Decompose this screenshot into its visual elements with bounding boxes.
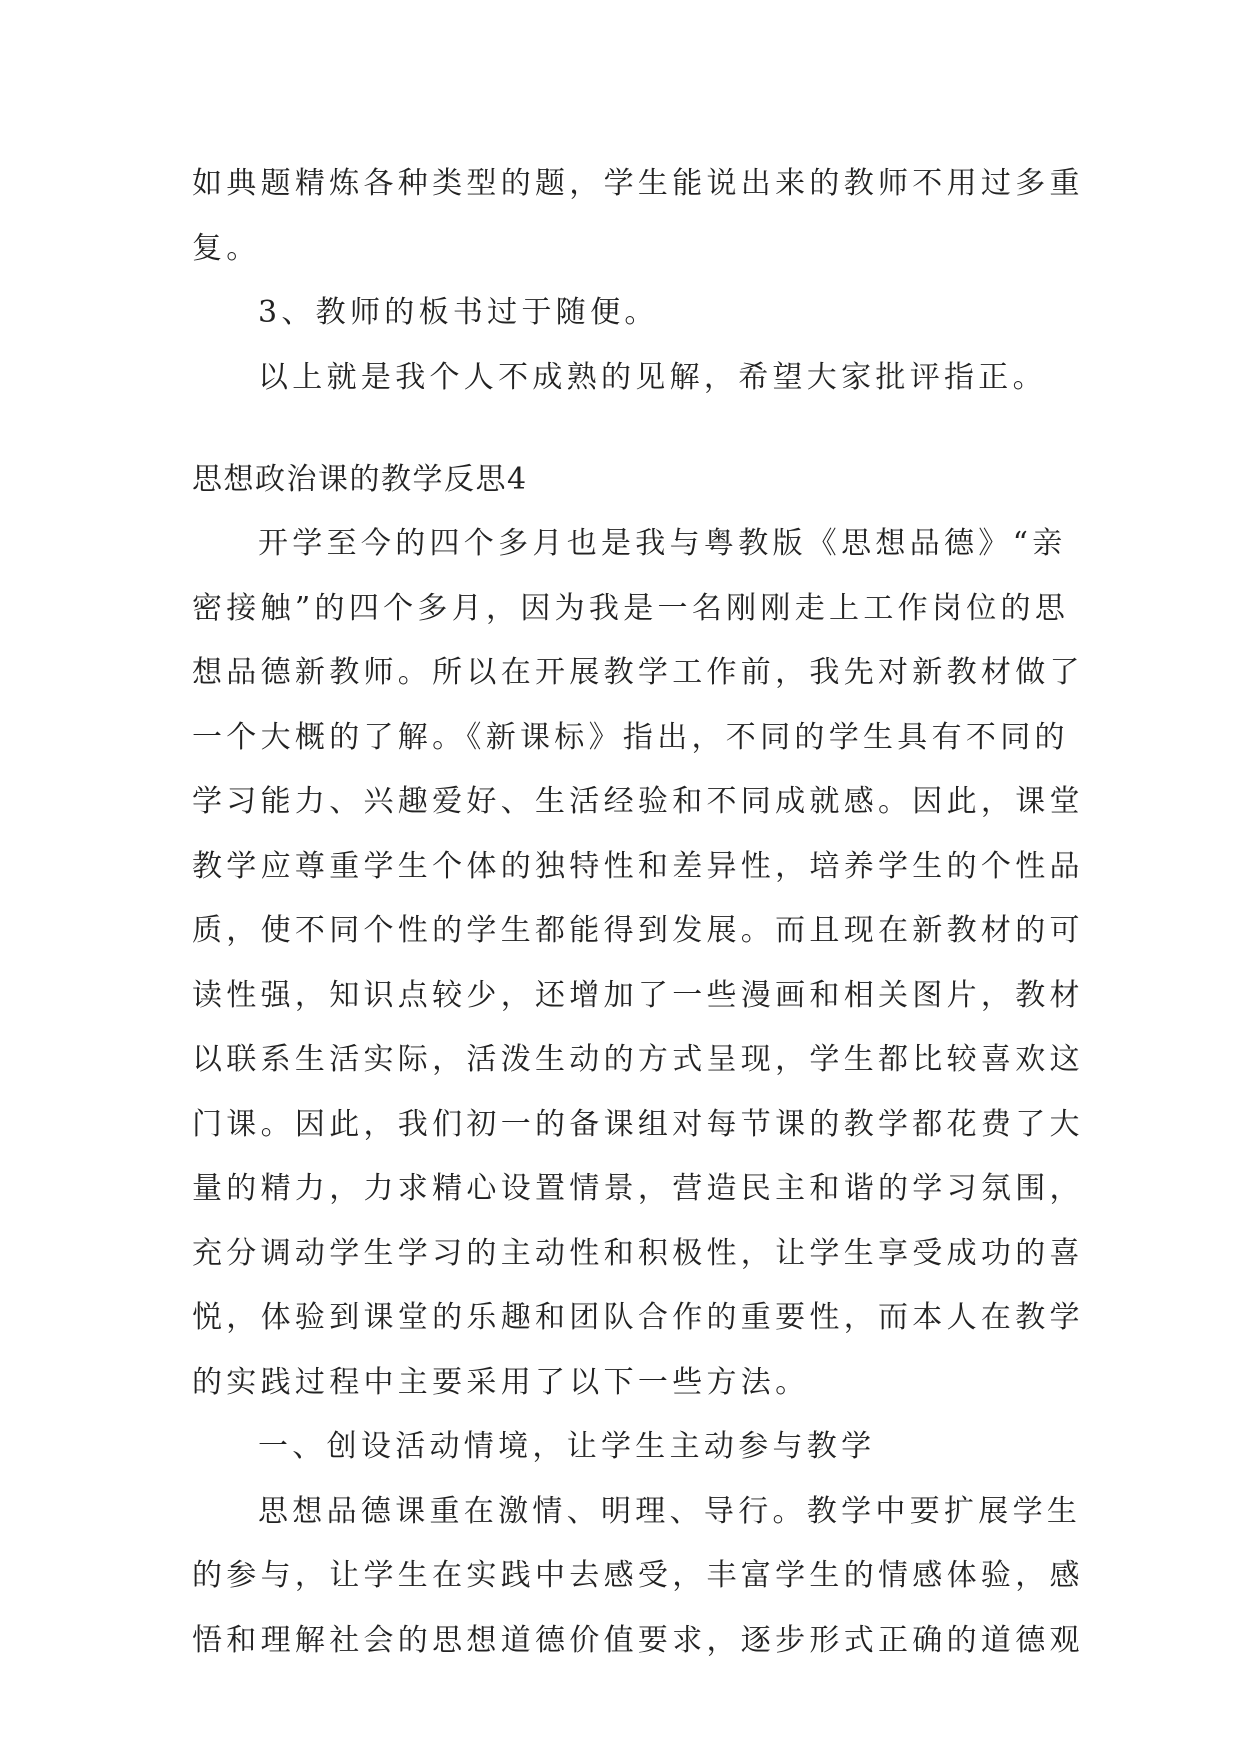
paragraph-line: 教学应尊重学生个体的独特性和差异性，培养学生的个性品 — [192, 848, 1084, 884]
paragraph-line: 开学至今的四个多月也是我与粤教版《思想品德》“亲 — [258, 526, 1067, 561]
paragraph-line: 密接触”的四个多月，因为我是一名刚刚走上工作岗位的思 — [192, 590, 1070, 626]
section-title: 思想政治课的教学反思4 — [192, 462, 528, 497]
paragraph-line: 一个大概的了解。《新课标》指出，不同的学生具有不同的 — [192, 719, 1069, 755]
paragraph-line: 悦，体验到课堂的乐趣和团队合作的重要性，而本人在教学 — [192, 1300, 1084, 1335]
paragraph-line: 以上就是我个人不成熟的见解，希望大家批评指正。 — [258, 359, 1047, 395]
paragraph-line: 充分调动学生学习的主动性和积极性，让学生享受成功的喜 — [192, 1235, 1084, 1271]
paragraph-line: 如典题精炼各种类型的题，学生能说出来的教师不用过多重 — [192, 166, 1084, 201]
paragraph-line: 读性强，知识点较少，还增加了一些漫画和相关图片，教材 — [192, 977, 1084, 1013]
paragraph-line: 量的精力，力求精心设置情景，营造民主和谐的学习氛围， — [192, 1171, 1084, 1206]
paragraph-line: 质，使不同个性的学生都能得到发展。而且现在新教材的可 — [192, 913, 1084, 948]
paragraph-line: 悟和理解社会的思想道德价值要求，逐步形式正确的道德观 — [192, 1622, 1084, 1658]
subheading-line: 一、创设活动情境，让学生主动参与教学 — [258, 1429, 876, 1464]
section1-text — [192, 152, 1084, 410]
paragraph-line: 的实践过程中主要采用了以下一些方法。 — [192, 1364, 810, 1400]
paragraph-line: 复。 — [192, 230, 261, 266]
paragraph-line: 门课。因此，我们初一的备课组对每节课的教学都花费了大 — [192, 1106, 1084, 1142]
paragraph-line: 以联系生活实际，活泼生动的方式呈现，学生都比较喜欢这 — [192, 1042, 1084, 1077]
paragraph-line: 学习能力、兴趣爱好、生活经验和不同成就感。因此，课堂 — [192, 784, 1084, 819]
paragraph-line: 的参与，让学生在实践中去感受，丰富学生的情感体验，感 — [192, 1558, 1084, 1593]
paragraph-line: 想品德新教师。所以在开展教学工作前，我先对新教材做了 — [192, 655, 1084, 690]
paragraph-line: 3、教师的板书过于随便。 — [258, 295, 659, 330]
paragraph-line: 思想品德课重在激情、明理、导行。教学中要扩展学生 — [258, 1493, 1082, 1529]
section2-text — [192, 512, 1084, 1673]
